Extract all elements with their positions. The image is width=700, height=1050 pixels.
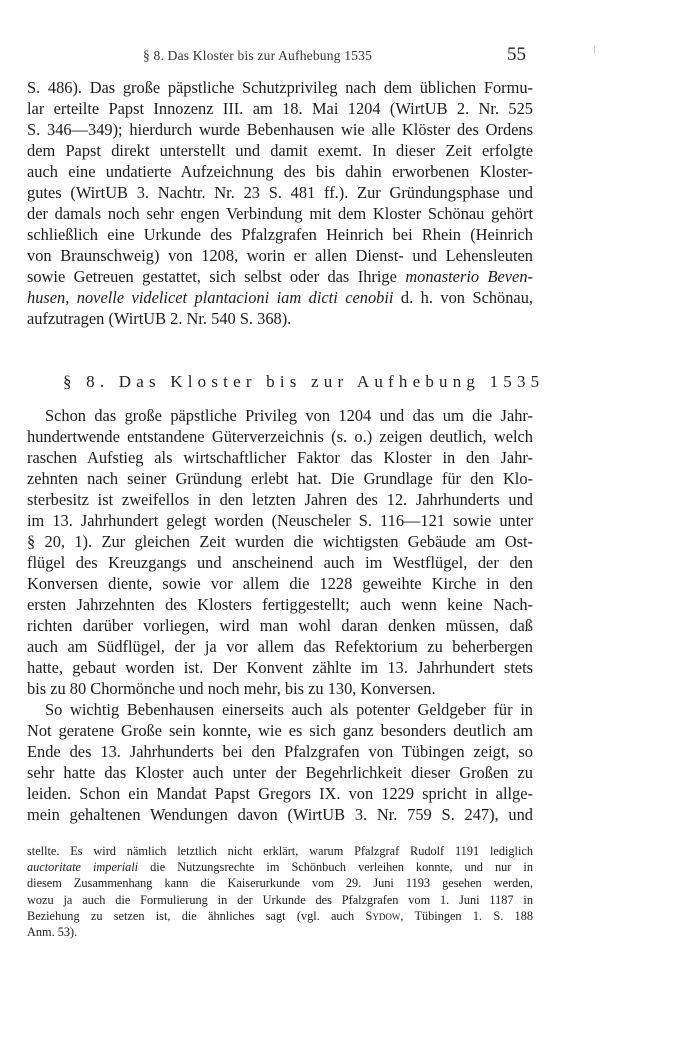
section-heading: § 8. Das Kloster bis zur Aufhebung 1535 bbox=[63, 372, 545, 391]
footnote-line bbox=[27, 859, 533, 875]
text-line: dem Papst direkt unterstellt und damit exemt. In dieser Zeit erfolgte bbox=[27, 141, 533, 160]
text-line: hatte, gebaut worden ist. Der Konvent zählte im 13. Jahrhundert stets bbox=[27, 658, 533, 677]
page-number: 55 bbox=[507, 44, 526, 65]
text-line: sehr hatte das Kloster auch unter der Begehrlichkeit dieser Großen zu bbox=[27, 763, 533, 782]
text-run: Beziehung zu setzen ist, die ähnliches sagt (vgl. auch bbox=[27, 908, 366, 923]
text-line: schließlich eine Urkunde des Pfalzgrafen Heinrich bei Rhein (Heinrich bbox=[27, 225, 533, 244]
margin-mark bbox=[594, 46, 595, 54]
text-line: von Braunschweig) von 1208, worin er allen Dienst- und Lehensleuten bbox=[27, 246, 533, 265]
text-line: der damals noch sehr engen Verbindung mit dem Kloster Schönau gehört bbox=[27, 204, 533, 223]
footnote-line: wozu ja auch die Formulierung in der Urkunde des Pfalzgrafen vom 1. Juni 1187 in bbox=[27, 892, 533, 907]
footnote-line bbox=[27, 908, 533, 924]
footnote-line: diesem Zusammenhang kann die Kaiserurkunde vom 29. Juni 1193 gesehen werden, bbox=[27, 876, 533, 891]
text-line: S. 346—349); hierdurch wurde Bebenhausen wie alle Klöster des Ordens bbox=[27, 120, 533, 139]
text-line: richten darüber vorliegen, wird man wohl daran denken müssen, daß bbox=[27, 616, 533, 635]
text-line: § 20, 1). Zur gleichen Zeit wurden die wichtigsten Gebäude am Ost- bbox=[27, 532, 533, 551]
text-line: auch am Südflügel, der ja vor allem das Refektorium zu beherbergen bbox=[27, 637, 533, 656]
text-line: bis zu 80 Chormönche und noch mehr, bis zu 130, Konversen. bbox=[27, 679, 436, 698]
latin-quote: monasterio Beven- bbox=[405, 267, 533, 286]
text-run: d. h. von Schönau, bbox=[393, 288, 533, 307]
text-line: leiden. Schon ein Mandat Papst Gregors IX. von 1229 spricht in allge- bbox=[27, 784, 533, 803]
text-line: flügel des Kreuzgangs und anscheinend auch im Westflügel, der den bbox=[27, 553, 533, 572]
text-line: ersten Jahrzehnten des Klosters fertiggestellt; auch wenn keine Nach- bbox=[27, 595, 533, 614]
latin-quote: auctoritate imperiali bbox=[27, 860, 139, 875]
text-run: sowie Getreuen gestattet, sich selbst oder das Ihrige bbox=[27, 267, 397, 286]
footnote-line: Anm. 53). bbox=[27, 924, 78, 939]
text-line: So wichtig Bebenhausen einerseits auch als potenter Geldgeber für in bbox=[45, 700, 533, 719]
text-line: zehnten nach seiner Gründung erlebt hat. Die Grundlage für den Klo- bbox=[27, 469, 533, 488]
continued-paragraph bbox=[27, 77, 533, 329]
text-line: Not geratene Große sein konnte, wie es sich ganz besonders deutlich am bbox=[27, 721, 533, 740]
footnote-line: stellte. Es wird nämlich letztlich nicht erklärt, warum Pfalzgraf Rudolf 1191 lediglich bbox=[27, 844, 533, 858]
text-run: die Nutzungsrechte im Schönbuch verleihen konnte, und nur in bbox=[138, 860, 533, 875]
text-line: aufzutragen (WirtUB 2. Nr. 540 S. 368). bbox=[27, 309, 292, 328]
text-line: Konversen diente, sowie vor allem die 1228 geweihte Kirche in den bbox=[27, 574, 533, 593]
text-run: , Tübingen 1. S. 188 bbox=[400, 908, 533, 923]
text-line: Schon das große päpstliche Privileg von 1204 und das um die Jahr- bbox=[45, 406, 533, 425]
author-name: Sydow bbox=[365, 908, 401, 923]
text-line: mein gehaltenen Wendungen davon (WirtUB 3. Nr. 759 S. 247), und bbox=[27, 805, 533, 824]
text-line bbox=[27, 266, 533, 287]
text-line: S. 486). Das große päpstliche Schutzprivileg nach dem üblichen Formu- bbox=[27, 78, 533, 97]
text-line: lar erteilte Papst Innozenz III. am 18. Mai 1204 (WirtUB 2. Nr. 525 bbox=[27, 99, 533, 118]
text-line: raschen Aufstieg als wirtschaftlicher Faktor das Kloster in den Jahr- bbox=[27, 448, 533, 467]
text-line: hundertwende entstandene Güterverzeichnis (s. o.) zeigen deutlich, welch bbox=[27, 427, 533, 446]
footnote bbox=[27, 843, 533, 940]
running-head: § 8. Das Kloster bis zur Aufhebung 1535 bbox=[143, 48, 373, 63]
text-line: sterbesitz ist zweifellos in den letzten Jahren des 12. Jahrhunderts und bbox=[27, 490, 533, 509]
text-line: Ende des 13. Jahrhunderts bei den Pfalzgrafen von Tübingen zeigt, so bbox=[27, 742, 533, 761]
latin-quote: husen, novelle videlicet plantacioni iam dicti cenobii bbox=[27, 288, 394, 307]
text-line: im 13. Jahrhundert gelegt worden (Neuscheler S. 116—121 sowie unter bbox=[27, 511, 533, 530]
text-line: auch eine undatierte Aufzeichnung des bis dahin erworbenen Kloster- bbox=[27, 162, 533, 181]
text-line: gutes (WirtUB 3. Nachtr. Nr. 23 S. 481 ff.). Zur Gründungsphase und bbox=[27, 183, 533, 202]
text-line bbox=[27, 287, 533, 308]
main-text bbox=[27, 405, 533, 825]
